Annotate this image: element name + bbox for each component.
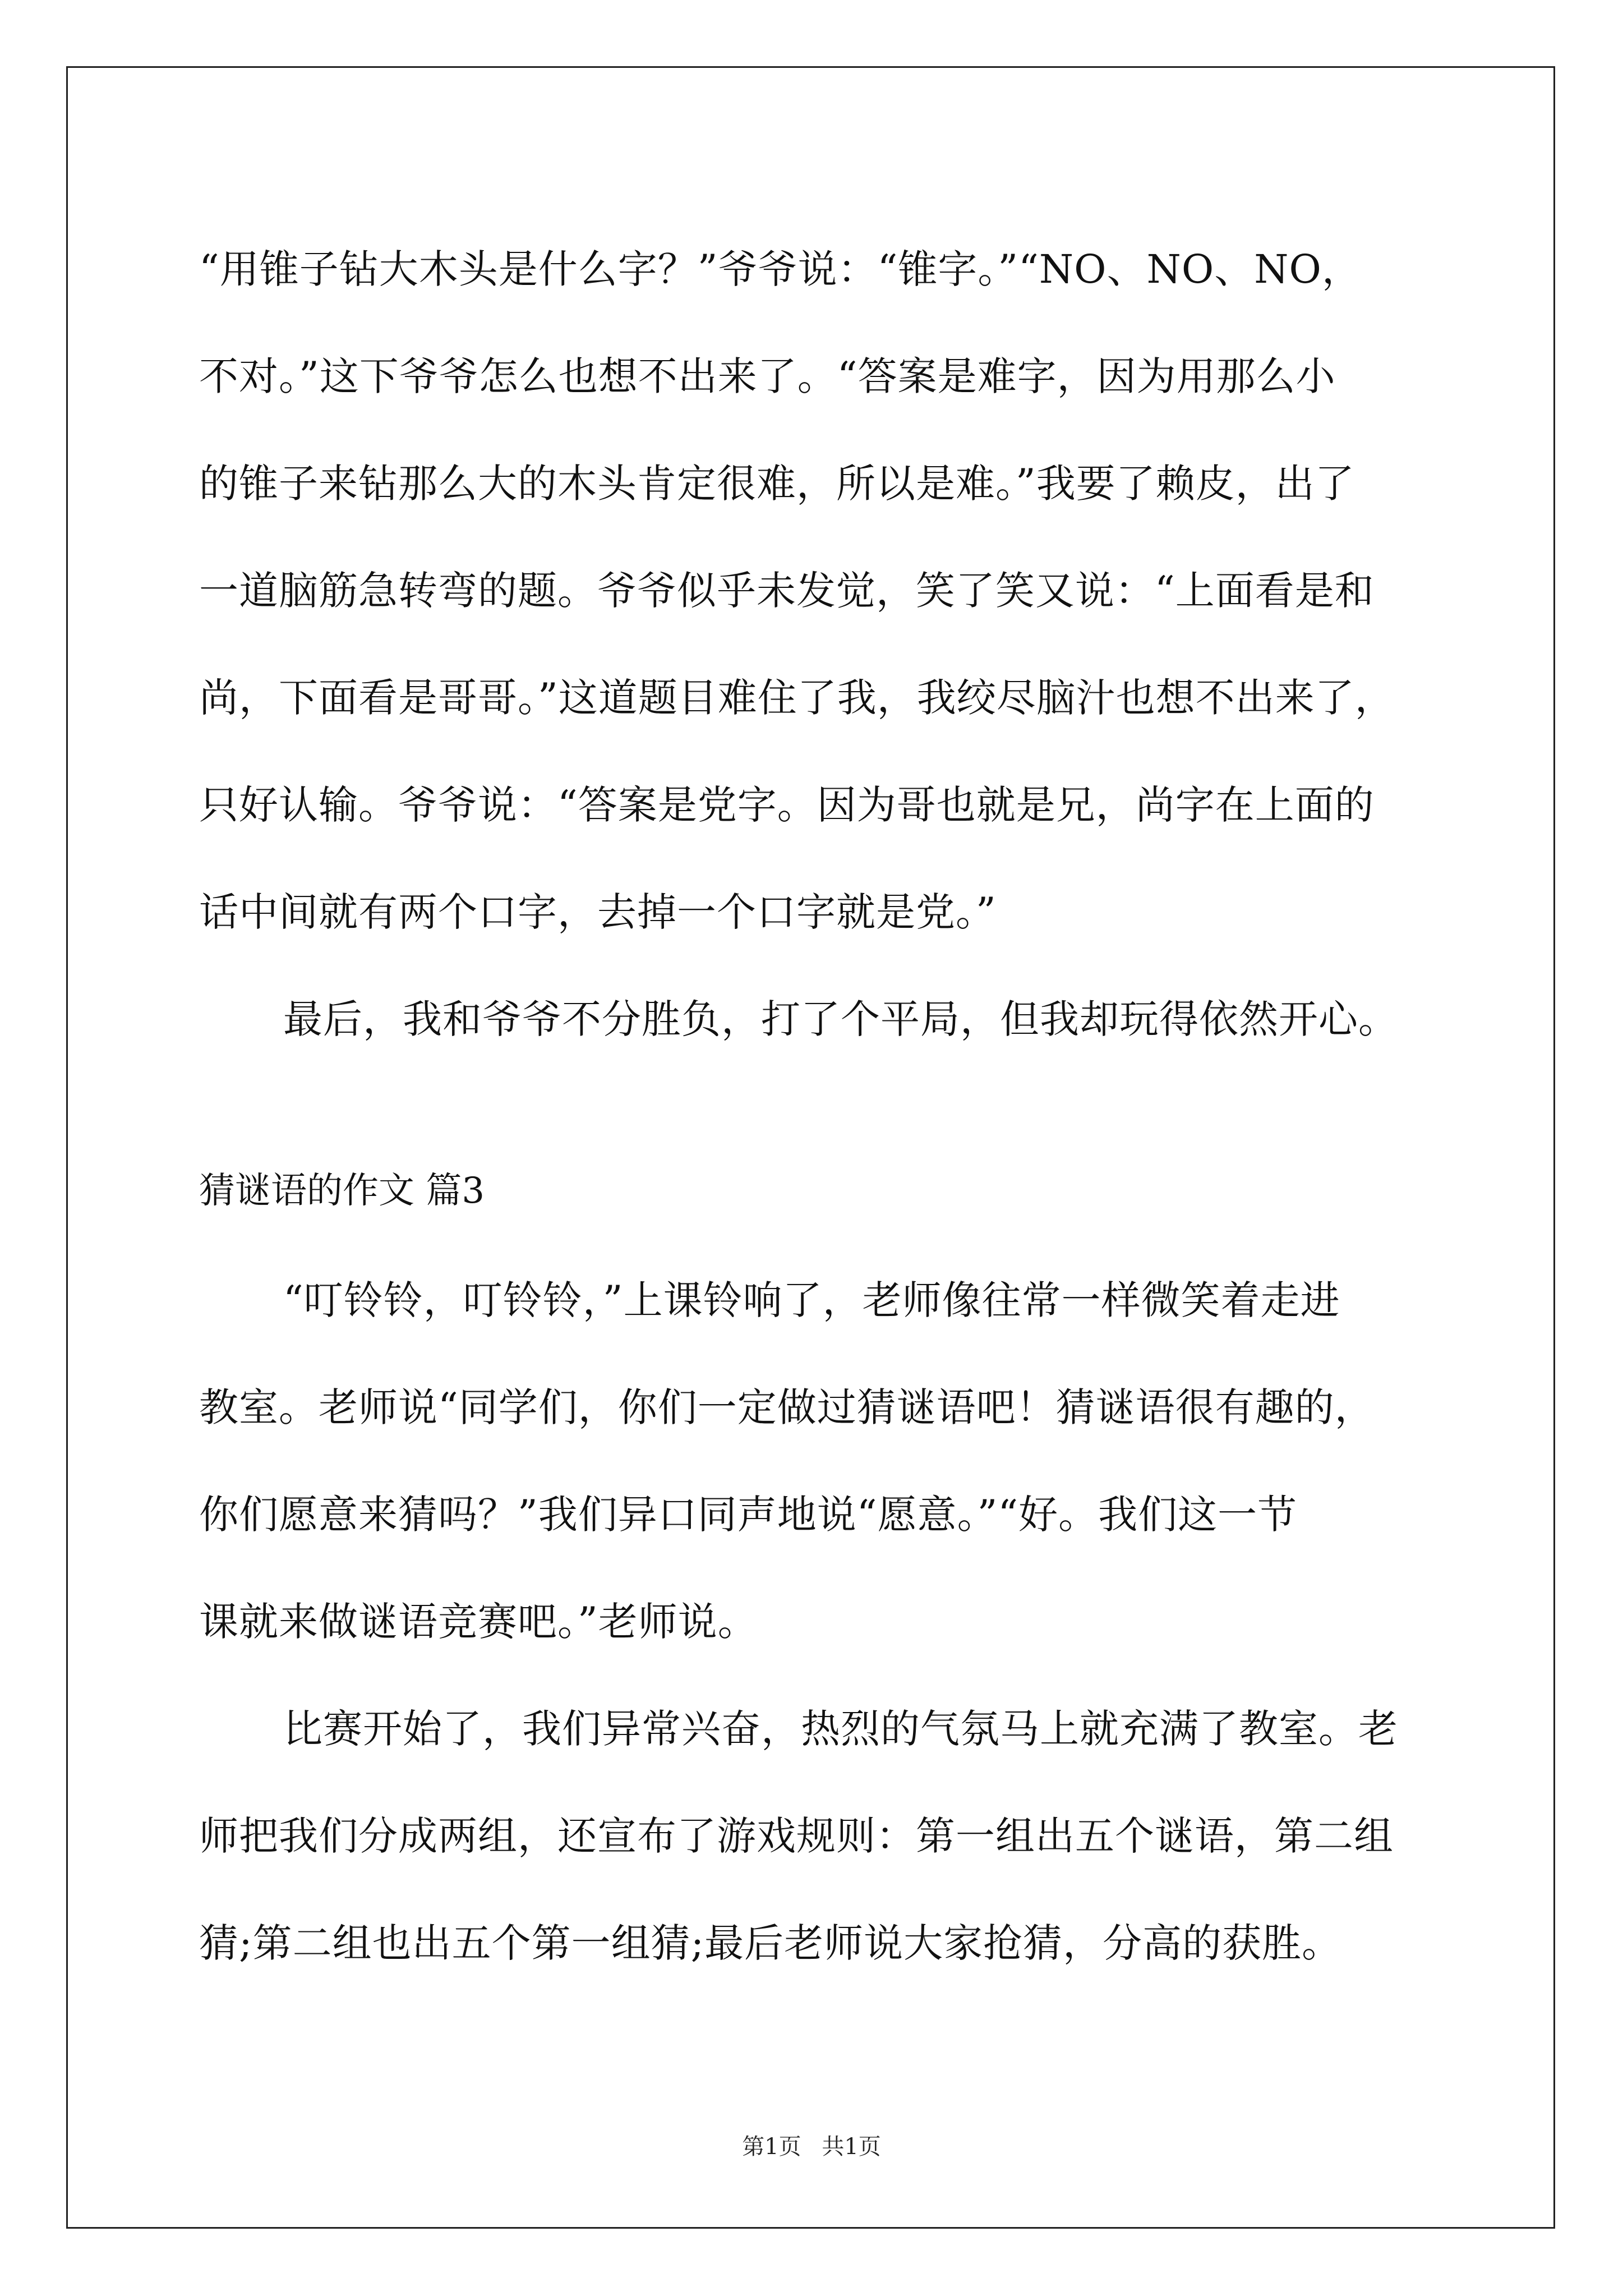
section-heading: 猜谜语的作文 篇3 <box>199 1170 485 1212</box>
text-line: 猜;第二组也出五个第一组猜;最后老师说大家抢猜，分高的获胜。 <box>199 1920 1342 1966</box>
page-number-total: 共1页 <box>822 2134 881 2160</box>
spacer <box>199 1225 1427 1247</box>
page-number-current: 第1页 <box>742 2134 801 2160</box>
text-line: 不对。”这下爷爷怎么也想不出来了。“答案是难字，因为用那么小 <box>199 353 1336 399</box>
paragraph <box>199 1676 1427 1997</box>
paragraph <box>199 966 1427 1073</box>
text-line: 比赛开始了，我们异常兴奋，热烈的气氛马上就充满了教室。老 <box>283 1706 1398 1752</box>
text-line: 课就来做谜语竞赛吧。”老师说。 <box>199 1599 758 1645</box>
text-line: 一道脑筋急转弯的题。爷爷似乎未发觉，笑了笑又说：“上面看是和 <box>199 568 1375 614</box>
text-line: 教室。老师说“同学们，你们一定做过猜谜语吧！猜谜语很有趣的， <box>199 1384 1375 1430</box>
page-footer <box>0 2129 1623 2161</box>
document-body <box>199 216 1427 1997</box>
paragraph <box>199 216 1427 966</box>
text-line: 最后，我和爷爷不分胜负，打了个平局，但我却玩得依然开心。 <box>283 996 1398 1042</box>
spacer <box>199 1073 1427 1157</box>
text-line: 话中间就有两个口字，去掉一个口字就是党。” <box>199 889 997 935</box>
text-line: 只好认输。爷爷说：“答案是党字。因为哥也就是兄，尚字在上面的 <box>199 782 1375 828</box>
text-line: “用锥子钻大木头是什么字？”爷爷说：“锥字。”“NO、NO、NO， <box>199 246 1362 292</box>
text-line: 尚，下面看是哥哥。”这道题目难住了我，我绞尽脑汁也想不出来了， <box>199 675 1395 721</box>
text-line: 的锥子来钻那么大的木头肯定很难，所以是难。”我要了赖皮，出了 <box>199 461 1355 507</box>
text-line: “叮铃铃，叮铃铃，”上课铃响了，老师像往常一样微笑着走进 <box>283 1277 1340 1323</box>
text-line: 师把我们分成两组，还宣布了游戏规则：第一组出五个谜语，第二组 <box>199 1813 1394 1859</box>
text-line: 你们愿意来猜吗？”我们异口同声地说“愿意。”“好。我们这一节 <box>199 1492 1298 1538</box>
paragraph <box>199 1247 1427 1676</box>
